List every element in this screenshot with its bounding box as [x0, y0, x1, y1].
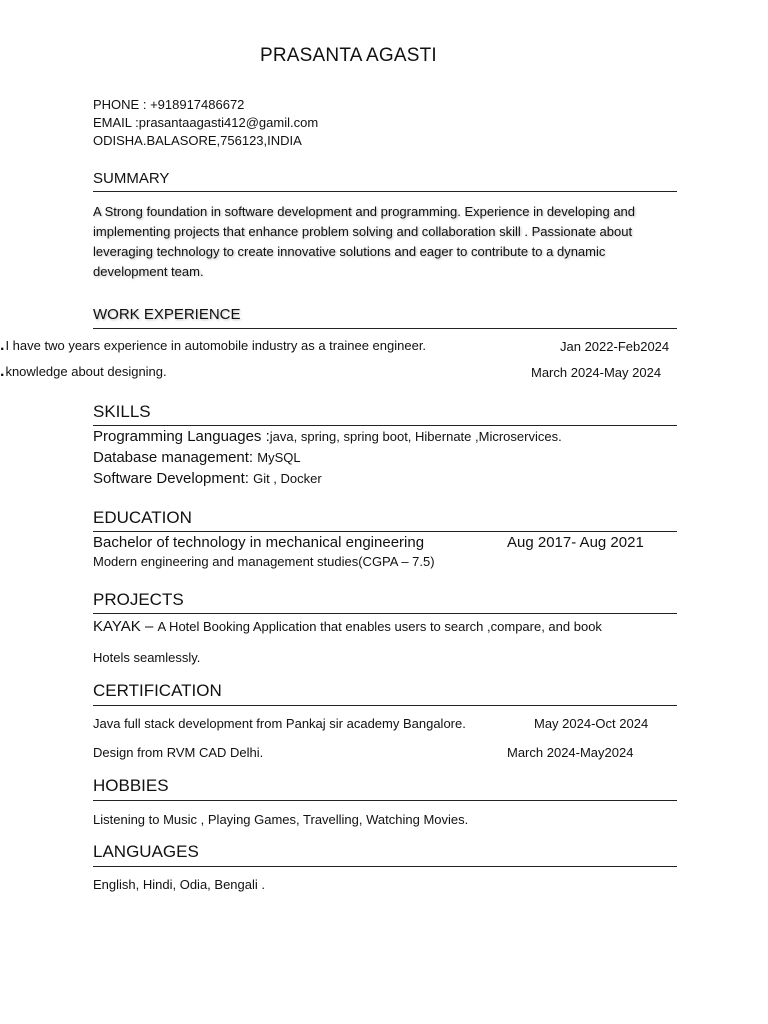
email-line: EMAIL :prasantaagasti412@gamil.com	[93, 115, 319, 130]
work-item-1-date: Jan 2022-Feb2024	[560, 339, 670, 354]
work-item-2-text: knowledge about designing.	[5, 364, 167, 379]
bullet-mark: .	[0, 363, 5, 380]
certification-heading: CERTIFICATION	[93, 681, 222, 700]
project-name: KAYAK –	[93, 618, 158, 635]
hobbies-divider	[93, 800, 677, 801]
certification-divider	[93, 705, 677, 706]
skill-programming-value: java, spring, spring boot, Hibernate ,Microservices.	[269, 429, 562, 444]
skill-database-label: Database management:	[93, 449, 258, 466]
certification-item-2: Design from RVM CAD Delhi.	[93, 745, 264, 760]
work-heading: WORK EXPERIENCE	[93, 306, 241, 323]
skill-programming-label: Programming Languages :	[93, 428, 270, 445]
education-divider	[93, 531, 677, 532]
certification-item-1-date: May 2024-Oct 2024	[534, 716, 649, 731]
summary-divider	[93, 191, 677, 192]
languages-text: English, Hindi, Odia, Bengali .	[93, 877, 265, 892]
projects-heading: PROJECTS	[93, 590, 184, 609]
languages-heading: LANGUAGES	[93, 842, 199, 861]
hobbies-heading: HOBBIES	[93, 776, 169, 795]
education-school: Modern engineering and management studies(CGPA – 7.5)	[93, 554, 435, 569]
certification-item-2-date: March 2024-May2024	[507, 745, 634, 760]
skill-programming	[93, 428, 562, 446]
work-item-1	[0, 337, 426, 355]
project-desc-line1: A Hotel Booking Application that enables users to search ,compare, and book	[157, 619, 602, 634]
summary-text: A Strong foundation in software development and programming. Experience in developing and implementing projects that enhance problem solving and collaboration skill . Passionate about leveraging technology to create innovative solutions and eager to contribute to a dynamic development team.	[93, 204, 636, 279]
skill-software-value: Git , Docker	[253, 471, 322, 486]
education-dates: Aug 2017- Aug 2021	[507, 534, 644, 551]
skill-software	[93, 470, 322, 488]
work-item-1-text: I have two years experience in automobile industry as a trainee engineer.	[5, 338, 427, 353]
skill-software-label: Software Development:	[93, 470, 254, 487]
education-degree: Bachelor of technology in mechanical engineering	[93, 534, 425, 551]
projects-divider	[93, 613, 677, 614]
work-item-2-date: March 2024-May 2024	[531, 365, 662, 380]
address-line: ODISHA.BALASORE,756123,INDIA	[93, 133, 302, 148]
skill-database-value: MySQL	[257, 450, 301, 465]
languages-divider	[93, 866, 677, 867]
work-divider	[93, 328, 677, 329]
phone-line: PHONE : +918917486672	[93, 97, 245, 112]
bullet-mark: .	[0, 337, 5, 354]
hobbies-text: Listening to Music , Playing Games, Travelling, Watching Movies.	[93, 812, 469, 827]
candidate-name: PRASANTA AGASTI	[260, 45, 437, 66]
skills-divider	[93, 425, 677, 426]
education-heading: EDUCATION	[93, 508, 192, 527]
project-desc-line2: Hotels seamlessly.	[93, 650, 201, 665]
work-item-2	[0, 363, 167, 381]
summary-heading: SUMMARY	[93, 170, 170, 187]
skills-heading: SKILLS	[93, 402, 151, 421]
certification-item-1: Java full stack development from Pankaj sir academy Bangalore.	[93, 716, 466, 731]
skill-database	[93, 449, 301, 467]
project-item	[93, 618, 602, 636]
